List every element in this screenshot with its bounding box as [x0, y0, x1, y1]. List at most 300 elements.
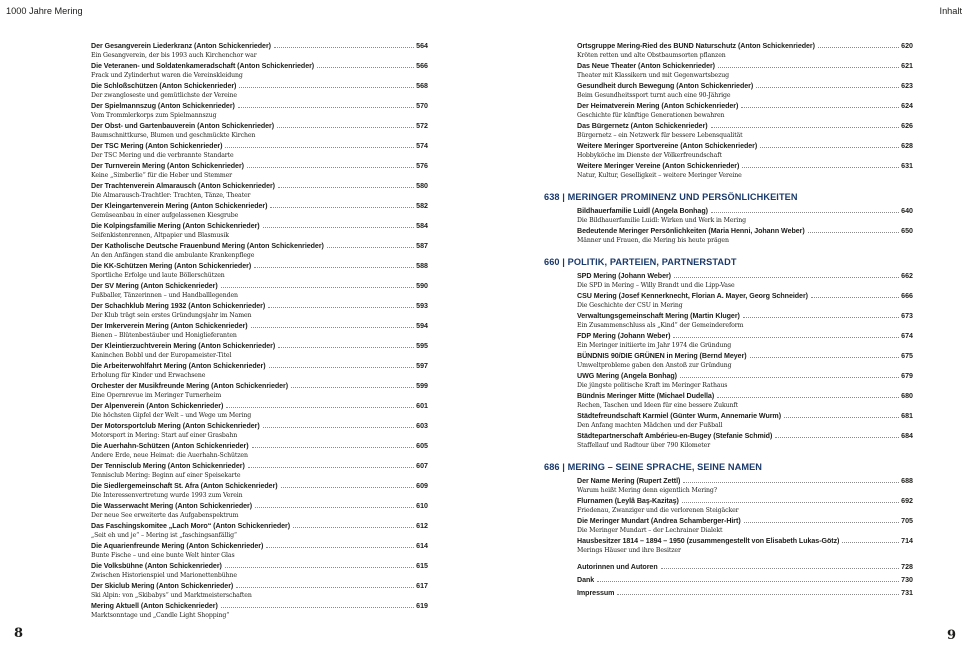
toc-entry-page: 728 [901, 563, 913, 571]
toc-entry-subtitle: Vom Trommlerkorps zum Spielmannszug [91, 112, 217, 119]
toc-entry-subtitle: Der Klub trägt sein erstes Gründungsjahr im Namen [91, 312, 252, 319]
toc-entry-page: 597 [416, 362, 428, 370]
toc-entry-page: 593 [416, 302, 428, 310]
toc-entry [577, 41, 913, 61]
toc-entry-title: Dank [577, 576, 595, 584]
toc-entry-line [577, 206, 913, 216]
toc-entry-page: 620 [901, 42, 913, 50]
dot-leader [617, 588, 899, 595]
toc-entry-subtitle: Frack und Zylinderhut waren die Vereinskleidung [91, 72, 243, 79]
toc-section-prominenz-list [577, 206, 913, 246]
toc-entry [91, 601, 428, 621]
toc-entry [91, 281, 428, 301]
toc-entry-title: Der Kleintierzuchtverein Mering (Anton Schickenrieder) [91, 342, 276, 350]
toc-entry-page: 650 [901, 227, 913, 235]
dot-leader [818, 41, 899, 48]
toc-entry-page: 614 [416, 542, 428, 550]
toc-entry-line [91, 421, 428, 431]
toc-entry-line [577, 61, 913, 71]
toc-entry-subtitle: Die jüngste politische Kraft im Meringer Rathaus [577, 382, 728, 389]
toc-entry-subtitle: Der neue See erweiterte das Aufgabenspektrum [91, 512, 239, 519]
toc-entry-subtitle: Ski Alpin: von „Skibabys“ und Marktmeisterschaften [91, 592, 252, 599]
toc-entry [577, 536, 913, 556]
toc-entry-page: 572 [416, 122, 428, 130]
toc-entry-subtitle: Marktsonntage und „Candle Light Shopping“ [91, 612, 230, 619]
toc-entry-title: Städtepartnerschaft Ambérieu-en-Bugey (Stefanie Schmid) [577, 432, 773, 440]
toc-entry-line [91, 141, 428, 151]
toc-entry-title: Die Aquarienfreunde Mering (Anton Schickenrieder) [91, 542, 264, 550]
toc-entry [91, 421, 428, 441]
toc-entry-title: Die KK-Schützen Mering (Anton Schickenrieder) [91, 262, 252, 270]
toc-entry-page: 576 [416, 162, 428, 170]
dot-leader [756, 81, 899, 88]
toc-entry-page: 688 [901, 477, 913, 485]
toc-entry-line [577, 575, 913, 585]
toc-entry-page: 714 [901, 537, 913, 545]
toc-entry-page: 673 [901, 312, 913, 320]
dot-leader [682, 496, 899, 503]
toc-entry [91, 541, 428, 561]
toc-entry-line [577, 411, 913, 421]
toc-entry-title: Impressum [577, 589, 615, 597]
dot-leader [661, 562, 900, 569]
toc-section-sprache-list [577, 476, 913, 556]
toc-entry-line [91, 121, 428, 131]
dot-leader [711, 121, 900, 128]
toc-entry-line [91, 381, 428, 391]
toc-entry [91, 141, 428, 161]
toc-entry [577, 588, 913, 601]
toc-entry-line [577, 431, 913, 441]
toc-entry-page: 662 [901, 272, 913, 280]
toc-entry [91, 261, 428, 281]
toc-entry-page: 705 [901, 517, 913, 525]
toc-entry [91, 341, 428, 361]
toc-entry-subtitle: Gemüseanbau in einer aufgelassenen Kiesgrube [91, 212, 239, 219]
dot-leader [252, 441, 415, 448]
toc-entry-line [577, 562, 913, 572]
toc-entry-subtitle: Theater mit Klassikern und mit Gegenwartsbezug [577, 72, 730, 79]
dot-leader [784, 411, 899, 418]
toc-entry-title: Der Katholische Deutsche Frauenbund Mering (Anton Schickenrieder) [91, 242, 324, 250]
toc-entry-subtitle: Kaninchen Bobbl und der Europameister-Titel [91, 352, 232, 359]
toc-entry-line [577, 331, 913, 341]
toc-entry-title: Die Auerhahn-Schützen (Anton Schickenrieder) [91, 442, 249, 450]
toc-entry-page: 623 [901, 82, 913, 90]
toc-entry [577, 61, 913, 81]
toc-entry [91, 481, 428, 501]
toc-entry-title: Der Heimatverein Mering (Anton Schickenrieder) [577, 102, 739, 110]
toc-entry [91, 581, 428, 601]
section-heading-prominenz: 638 | MERINGER PROMINENZ UND PERSÖNLICHKEITEN [544, 192, 798, 202]
dot-leader [718, 61, 899, 68]
toc-entry-title: Der Name Mering (Rupert Zettl) [577, 477, 681, 485]
dot-leader [269, 361, 415, 368]
toc-entry-page: 603 [416, 422, 428, 430]
toc-entry-subtitle: Andere Erde, neue Heimat: die Auerhahn-Schützen [91, 452, 248, 459]
toc-entry-page: 588 [416, 262, 428, 270]
toc-entry-line [91, 321, 428, 331]
toc-entry-subtitle: Rechen, Taschen und Ideen für eine bessere Zukunft [577, 402, 738, 409]
toc-entry-page: 582 [416, 202, 428, 210]
dot-leader [775, 431, 899, 438]
toc-entry-page: 574 [416, 142, 428, 150]
toc-entry-title: Die Siedlergemeinschaft St. Afra (Anton Schickenrieder) [91, 482, 278, 490]
toc-entry-subtitle: Den Anfang machten Mädchen und der Fußball [577, 422, 723, 429]
dot-leader [263, 421, 415, 428]
dot-leader [236, 581, 414, 588]
toc-entry-subtitle: Eine Opernrevue im Meringer Turnerheim [91, 392, 222, 399]
toc-entry-page: 675 [901, 352, 913, 360]
toc-entry [91, 81, 428, 101]
toc-entry-title: Der TSC Mering (Anton Schickenrieder) [91, 142, 223, 150]
dot-leader [221, 281, 414, 288]
toc-entry [577, 575, 913, 588]
toc-end-matter-list [577, 562, 913, 601]
toc-entry-line [91, 521, 428, 531]
toc-entry-page: 679 [901, 372, 913, 380]
toc-entry-page: 594 [416, 322, 428, 330]
toc-entry-line [91, 161, 428, 171]
dot-leader [247, 161, 414, 168]
toc-entry-page: 595 [416, 342, 428, 350]
toc-entry-title: Der SV Mering (Anton Schickenrieder) [91, 282, 218, 290]
dot-leader [711, 206, 899, 213]
toc-entry-line [91, 541, 428, 551]
toc-entry-page: 730 [901, 576, 913, 584]
toc-entry-subtitle: Der zwangloseste und gemütlichste der Vereine [91, 92, 237, 99]
toc-entry-subtitle: Der TSC Mering und die verbrannte Standarte [91, 152, 234, 159]
toc-entry-line [91, 61, 428, 71]
dot-leader [266, 541, 414, 548]
dot-leader [270, 201, 414, 208]
toc-entry-title: Flurnamen (Leylâ Baş-Kazitaş) [577, 497, 679, 505]
dot-leader [811, 291, 899, 298]
toc-entry-subtitle: Bunte Fische – und eine bunte Welt hinter Glas [91, 552, 235, 559]
dot-leader [239, 81, 414, 88]
toc-entry-line [91, 461, 428, 471]
toc-entry-title: BÜNDNIS 90/DIE GRÜNEN in Mering (Bernd Meyer) [577, 352, 747, 360]
toc-entry-title: Bildhauerfamilie Luidl (Angela Bonhag) [577, 207, 708, 215]
toc-entry-subtitle: Kröten retten und alte Obstbaumsorten pflanzen [577, 52, 726, 59]
toc-entry-title: Weitere Meringer Sportvereine (Anton Schickenrieder) [577, 142, 758, 150]
toc-entry [91, 441, 428, 461]
toc-entry-line [91, 81, 428, 91]
toc-entry [577, 271, 913, 291]
toc-entry-page: 584 [416, 222, 428, 230]
toc-entry-line [577, 351, 913, 361]
toc-entry-page: 601 [416, 402, 428, 410]
toc-entry-page: 674 [901, 332, 913, 340]
toc-right-column [544, 41, 913, 601]
toc-entry-line [577, 81, 913, 91]
toc-entry-line [91, 41, 428, 51]
toc-entry-title: Der Imkerverein Mering (Anton Schickenrieder) [91, 322, 248, 330]
toc-entry-subtitle: Die Meringer Mundart – der Lechrainer Dialekt [577, 527, 723, 534]
toc-entry [577, 371, 913, 391]
dot-leader [717, 391, 899, 398]
dot-leader [248, 461, 414, 468]
toc-entry-title: FDP Mering (Johann Weber) [577, 332, 671, 340]
toc-entry-page: 566 [416, 62, 428, 70]
toc-entry-subtitle: Zwischen Historienspiel und Marionettenbühne [91, 572, 237, 579]
toc-entry-title: Weitere Meringer Vereine (Anton Schickenrieder) [577, 162, 740, 170]
toc-entry-title: Ortsgruppe Mering-Ried des BUND Naturschutz (Anton Schickenrieder) [577, 42, 815, 50]
dot-leader [225, 561, 414, 568]
toc-entry-subtitle: Die Almarausch-Trachtler: Trachten, Tänze, Theater [91, 192, 251, 199]
toc-entry-page: 587 [416, 242, 428, 250]
toc-entry-line [577, 311, 913, 321]
toc-entry [91, 381, 428, 401]
toc-entry-title: Der Alpenverein (Anton Schickenrieder) [91, 402, 224, 410]
dot-leader [742, 161, 899, 168]
toc-entry-title: Hausbesitzer 1814 – 1894 – 1950 (zusammengestellt von Elisabeth Lukas-Götz) [577, 537, 840, 545]
toc-entry-title: Der Obst- und Gartenbauverein (Anton Schickenrieder) [91, 122, 275, 130]
toc-right-top-list [577, 41, 913, 181]
toc-entry-subtitle: Die Bildhauerfamilie Luidl: Wirken und Werk in Mering [577, 217, 746, 224]
dot-leader [597, 575, 899, 582]
dot-leader [673, 331, 899, 338]
toc-entry-line [91, 201, 428, 211]
toc-entry-title: Das Bürgernetz (Anton Schickenrieder) [577, 122, 708, 130]
running-header-left: 1000 Jahre Mering [6, 6, 83, 16]
toc-entry [91, 361, 428, 381]
toc-entry-title: Der Kleingartenverein Mering (Anton Schickenrieder) [91, 202, 268, 210]
toc-entry-line [91, 101, 428, 111]
toc-entry-title: Gesundheit durch Bewegung (Anton Schickenrieder) [577, 82, 754, 90]
toc-entry-line [577, 476, 913, 486]
toc-entry-page: 580 [416, 182, 428, 190]
toc-entry-line [91, 281, 428, 291]
toc-entry-page: 628 [901, 142, 913, 150]
toc-entry-line [91, 581, 428, 591]
toc-entry [91, 181, 428, 201]
toc-entry-line [91, 301, 428, 311]
toc-entry-subtitle: An den Anfängen stand die ambulante Krankenpflege [91, 252, 255, 259]
toc-entry-title: Die Wasserwacht Mering (Anton Schickenrieder) [91, 502, 253, 510]
toc-entry [91, 501, 428, 521]
toc-entry-line [577, 496, 913, 506]
toc-entry-subtitle: Keine „Simberlie“ für die Heber und Stemmer [91, 172, 233, 179]
toc-entry-line [91, 501, 428, 511]
toc-entry-title: Der Tennisclub Mering (Anton Schickenrieder) [91, 462, 245, 470]
toc-entry [577, 562, 913, 575]
toc-entry [91, 301, 428, 321]
toc-entry-line [91, 181, 428, 191]
toc-entry-page: 590 [416, 282, 428, 290]
toc-entry-page: 621 [901, 62, 913, 70]
toc-entry-line [577, 41, 913, 51]
toc-entry-title: Mering Aktuell (Anton Schickenrieder) [91, 602, 218, 610]
dot-leader [254, 261, 414, 268]
toc-entry [577, 431, 913, 451]
toc-entry-title: Der Gesangverein Liederkranz (Anton Schickenrieder) [91, 42, 271, 50]
toc-entry-line [577, 161, 913, 171]
toc-left-column [91, 41, 428, 621]
toc-entry-title: Der Schachklub Mering 1932 (Anton Schickenrieder) [91, 302, 266, 310]
toc-entry [91, 61, 428, 81]
toc-entry-line [91, 361, 428, 371]
toc-entry [91, 521, 428, 541]
toc-entry-title: Der Spielmannszug (Anton Schickenrieder) [91, 102, 235, 110]
toc-entry-page: 615 [416, 562, 428, 570]
toc-entry [577, 476, 913, 496]
toc-entry-page: 631 [901, 162, 913, 170]
toc-entry [91, 241, 428, 261]
toc-entry [577, 331, 913, 351]
dot-leader [251, 321, 415, 328]
toc-section-politik-list [577, 271, 913, 451]
toc-entry [577, 81, 913, 101]
toc-entry-title: Bündnis Meringer Mitte (Michael Dudella) [577, 392, 715, 400]
toc-entry-subtitle: Sportliche Erfolge und laute Böllerschützen [91, 272, 225, 279]
toc-entry-page: 684 [901, 432, 913, 440]
toc-entry-page: 610 [416, 502, 428, 510]
toc-entry-line [91, 241, 428, 251]
toc-entry-subtitle: Geschichte für künftige Generationen bewahren [577, 112, 725, 119]
toc-entry-page: 568 [416, 82, 428, 90]
toc-entry-subtitle: Merings Häuser und ihre Besitzer [577, 547, 681, 554]
toc-entry [577, 351, 913, 371]
toc-entry-line [577, 516, 913, 526]
toc-entry [91, 461, 428, 481]
toc-entry-page: 680 [901, 392, 913, 400]
toc-entry [577, 226, 913, 246]
toc-entry-line [91, 401, 428, 411]
toc-entry-line [577, 141, 913, 151]
toc-entry-page: 666 [901, 292, 913, 300]
toc-entry-line [577, 121, 913, 131]
toc-entry-title: Das Faschingskomitee „Lach Moro“ (Anton Schickenrieder) [91, 522, 291, 530]
toc-entry-subtitle: Ein Gesangverein, der bis 1993 auch Kirchenchor war [91, 52, 257, 59]
toc-entry-subtitle: Bürgernetz – ein Netzwerk für bessere Lebensqualität [577, 132, 743, 139]
dot-leader [741, 101, 899, 108]
toc-entry-subtitle: Baumschnittkurse, Blumen und geschmückte Kirchen [91, 132, 256, 139]
toc-entry-line [577, 271, 913, 281]
page-number-left: 8 [14, 626, 24, 641]
section-heading-sprache: 686 | MERING – SEINE SPRACHE, SEINE NAMEN [544, 462, 763, 472]
dot-leader [225, 141, 414, 148]
toc-entry-line [91, 481, 428, 491]
toc-entry [91, 401, 428, 421]
toc-entry-subtitle: Die Interessenvertretung wurde 1993 zum Verein [91, 492, 243, 499]
dot-leader [226, 401, 414, 408]
toc-entry-subtitle: Die SPD in Mering – Willy Brandt und die Lipp-Vase [577, 282, 735, 289]
running-header-right: Inhalt [939, 6, 962, 16]
toc-entry-page: 692 [901, 497, 913, 505]
toc-entry-subtitle: Die höchsten Gipfel der Welt – und Wege um Mering [91, 412, 252, 419]
toc-entry-line [91, 221, 428, 231]
toc-entry [91, 161, 428, 181]
dot-leader [291, 381, 414, 388]
dot-leader [263, 221, 415, 228]
dot-leader [277, 121, 414, 128]
toc-entry [577, 411, 913, 431]
toc-entry-subtitle: Männer und Frauen, die Mering bis heute prägen [577, 237, 729, 244]
toc-entry [91, 221, 428, 241]
toc-entry-subtitle: Seifenkistenrennen, Altpapier und Blasmusik [91, 232, 229, 239]
dot-leader [255, 501, 414, 508]
toc-entry-title: Der Trachtenverein Almarausch (Anton Schickenrieder) [91, 182, 275, 190]
toc-entry-subtitle: Bienen – Blütenbestäuber und Honiglieferanten [91, 332, 237, 339]
toc-entry-subtitle: „Seit eh und je“ – Mering ist „faschingsanfällig“ [91, 532, 237, 539]
toc-entry-line [577, 588, 913, 598]
toc-entry-title: UWG Mering (Angela Bonhag) [577, 372, 677, 380]
toc-entry [91, 321, 428, 341]
dot-leader [744, 516, 900, 523]
dot-leader [760, 141, 899, 148]
toc-entry-subtitle: Warum heißt Mering denn eigentlich Mering? [577, 487, 718, 494]
toc-entry-page: 626 [901, 122, 913, 130]
toc-entry-subtitle: Tennisclub Mering: Beginn auf einer Speisekarte [91, 472, 241, 479]
dot-leader [317, 61, 414, 68]
toc-entry-subtitle: Hobbyköche im Dienste der Völkerfreundschaft [577, 152, 722, 159]
toc-entry-line [577, 391, 913, 401]
toc-entry [91, 121, 428, 141]
dot-leader [743, 311, 899, 318]
toc-entry-line [91, 601, 428, 611]
toc-entry-page: 612 [416, 522, 428, 530]
toc-entry-page: 731 [901, 589, 913, 597]
toc-entry-title: Die Kolpingsfamilie Mering (Anton Schickenrieder) [91, 222, 260, 230]
toc-entry-page: 570 [416, 102, 428, 110]
dot-leader [274, 41, 414, 48]
toc-entry-title: Der Skiclub Mering (Anton Schickenrieder) [91, 582, 234, 590]
toc-entry-line [577, 101, 913, 111]
toc-entry-page: 640 [901, 207, 913, 215]
toc-entry-page: 605 [416, 442, 428, 450]
toc-entry-title: Die Meringer Mundart (Andrea Schamberger-Hirt) [577, 517, 741, 525]
toc-entry-subtitle: Motorsport in Mering: Start auf einer Grasbahn [91, 432, 238, 439]
dot-leader [278, 181, 414, 188]
toc-entry-line [91, 441, 428, 451]
toc-entry-title: CSU Mering (Josef Kennerknecht, Florian A. Mayer, Georg Schneider) [577, 292, 808, 300]
toc-entry-line [91, 561, 428, 571]
toc-entry-title: Die Volksbühne (Anton Schickenrieder) [91, 562, 222, 570]
toc-entry-subtitle: Umweltprobleme gaben den Anstoß zur Gründung [577, 362, 732, 369]
toc-entry-title: SPD Mering (Johann Weber) [577, 272, 671, 280]
toc-entry [91, 101, 428, 121]
toc-entry-title: Der Turnverein Mering (Anton Schickenrieder) [91, 162, 244, 170]
toc-entry-page: 564 [416, 42, 428, 50]
toc-entry-title: Der Motorsportclub Mering (Anton Schickenrieder) [91, 422, 260, 430]
toc-entry-subtitle: Friedenau, Zwanziger und die verlorenen Steigäcker [577, 507, 739, 514]
dot-leader [238, 101, 414, 108]
page-number-right: 9 [946, 628, 956, 643]
dot-leader [674, 271, 899, 278]
toc-entry-title: Das Neue Theater (Anton Schickenrieder) [577, 62, 715, 70]
toc-entry [577, 516, 913, 536]
toc-entry [91, 41, 428, 61]
toc-entry-line [577, 291, 913, 301]
toc-entry [577, 161, 913, 181]
toc-entry-line [91, 341, 428, 351]
toc-entry-subtitle: Beim Gesundheitssport turnt auch eine 90-Jährige [577, 92, 731, 99]
dot-leader [683, 476, 899, 483]
toc-entry [577, 291, 913, 311]
toc-entry-subtitle: Ein Zusammenschluss als „Kind“ der Gemeindereform [577, 322, 744, 329]
toc-entry-title: Die Veteranen- und Soldatenkameradschaft (Anton Schickenrieder) [91, 62, 315, 70]
dot-leader [327, 241, 414, 248]
toc-entry-line [577, 536, 913, 546]
section-heading-politik: 660 | POLITIK, PARTEIEN, PARTNERSTADT [544, 257, 737, 267]
toc-entry-title: Die Arbeiterwohlfahrt Mering (Anton Schickenrieder) [91, 362, 266, 370]
toc-entry-title: Bedeutende Meringer Persönlichkeiten (Maria Henni, Johann Weber) [577, 227, 805, 235]
toc-entry-page: 609 [416, 482, 428, 490]
toc-entry [577, 206, 913, 226]
toc-entry-page: 617 [416, 582, 428, 590]
toc-entry-page: 607 [416, 462, 428, 470]
